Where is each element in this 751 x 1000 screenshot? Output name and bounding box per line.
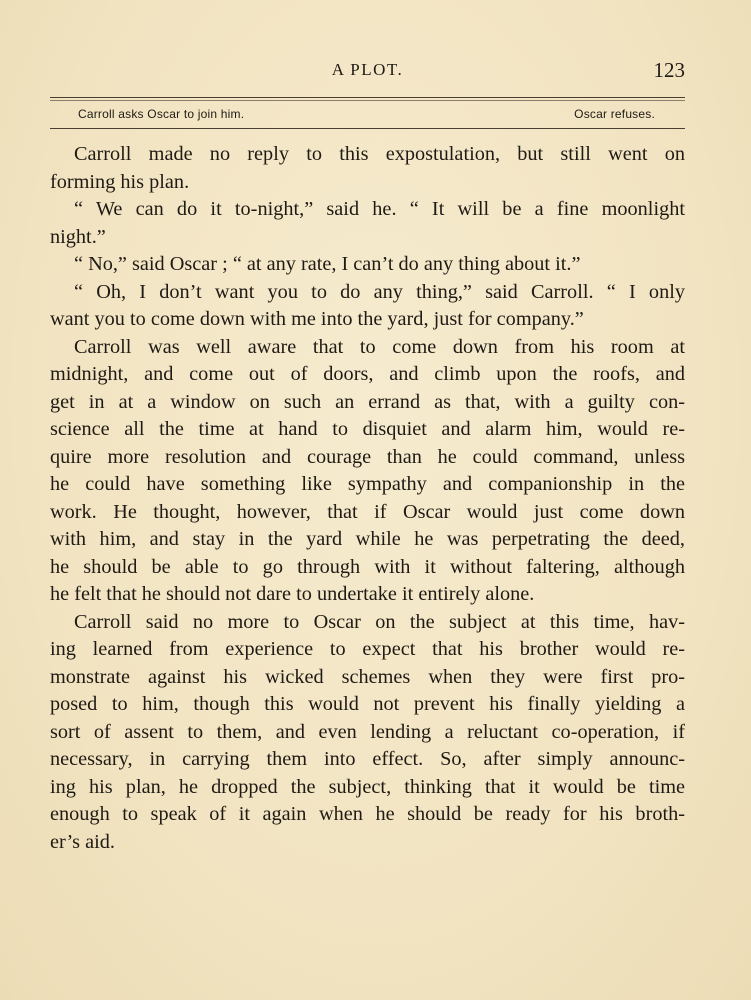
text-line: sort of assent to them, and even lending a reluctant co-operation, if [50, 720, 685, 743]
header-rule-top-thin [50, 100, 685, 101]
text-line: Carroll said no more to Oscar on the subject at this time, hav- [74, 610, 685, 633]
marginal-note-right: Oscar refuses. [574, 107, 655, 121]
text-line: forming his plan. [50, 170, 190, 193]
text-line: he could have something like sympathy and companionship in the [50, 473, 685, 495]
text-line: with him, and stay in the yard while he was perpetrating the deed, [50, 528, 685, 550]
text-line: necessary, in carrying them into effect. So, after simply announc- [50, 748, 685, 770]
text-line: er’s aid. [50, 830, 115, 853]
text-line: work. He thought, however, that if Oscar would just come down [50, 500, 685, 523]
text-line: “ No,” said Oscar ; “ at any rate, I can’t do any thing about it.” [74, 253, 581, 275]
text-line: midnight, and come out of doors, and climb upon the roofs, and [50, 363, 685, 385]
text-line: enough to speak of it again when he should be ready for his broth- [50, 803, 685, 825]
text-line: posed to him, though this would not prevent his finally yielding a [50, 693, 685, 715]
text-line: Carroll was well aware that to come down from his room at [74, 335, 685, 358]
body-text [50, 141, 685, 856]
text-line: get in at a window on such an errand as that, with a guilty con- [50, 390, 685, 413]
text-line: night.” [50, 225, 106, 248]
text-line: want you to come down with me into the yard, just for company.” [50, 308, 584, 330]
text-line: “ Oh, I don’t want you to do any thing,” said Carroll. “ I only [74, 280, 685, 303]
text-line: monstrate against his wicked schemes when they were first pro- [50, 665, 685, 688]
text-line: Carroll made no reply to this expostulation, but still went on [74, 143, 685, 165]
header-rule-bottom [50, 128, 685, 129]
marginal-note-left: Carroll asks Oscar to join him. [78, 107, 245, 121]
text-line: science all the time at hand to disquiet and alarm him, would re- [50, 418, 685, 440]
running-title: A PLOT. [331, 60, 404, 79]
page-number: 123 [653, 58, 685, 82]
header-rule-top [50, 97, 685, 98]
running-head [50, 58, 685, 88]
text-line: he should be able to go through with it without faltering, although [50, 555, 685, 578]
text-line: quire more resolution and courage than he could command, unless [50, 445, 685, 468]
text-line: “ We can do it to-night,” said he. “ It will be a fine moonlight [74, 198, 685, 220]
text-line: ing learned from experience to expect that his brother would re- [50, 638, 685, 660]
text-line: ing his plan, he dropped the subject, thinking that it would be time [50, 775, 685, 798]
text-line: he felt that he should not dare to undertake it entirely alone. [50, 583, 535, 605]
